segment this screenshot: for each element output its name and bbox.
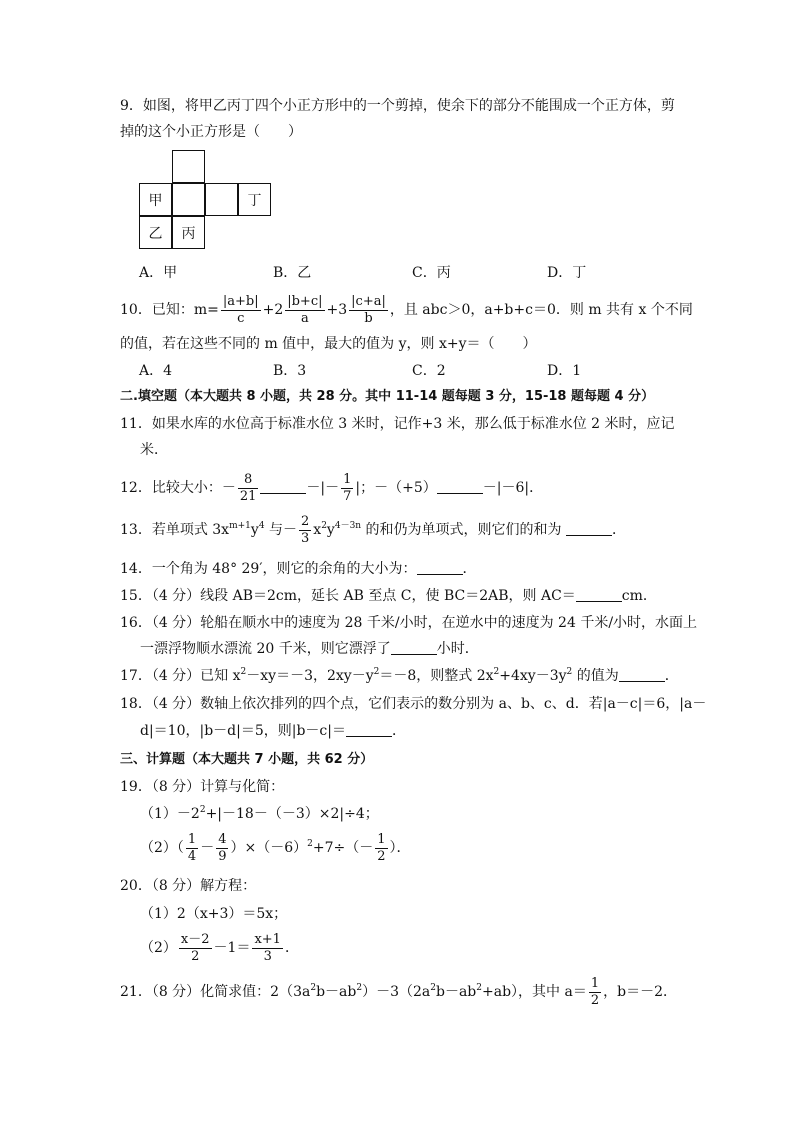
- q18-line2: d|＝10，|b－d|＝5，则|b－c|＝ ．: [140, 723, 406, 739]
- q13-line: 13．若单项式 $3x^{m+1}y^4$ 与－ $\frac{2}{3}$ $x^2y^{4-3n}$ 的和仍为单项式，则它们的和为 ．: [120, 513, 626, 546]
- q15-line: 15．（4 分）线段 AB＝2cm，延长 AB 至点 C，使 BC＝2AB，则 AC＝ cm．: [120, 588, 657, 604]
- net-cell-ding: 丁: [238, 183, 271, 216]
- q20-part1: （1）2（x+3）＝5x；: [140, 906, 288, 922]
- q14-line: 14．一个角为 48° 29′，则它的余角的大小为： ．: [120, 561, 477, 577]
- q10-option-a: A．4: [139, 363, 173, 379]
- section-calculation-heading: 三、计算题（本大题共 7 小题，共 62 分）: [120, 752, 374, 767]
- q16-blank[interactable]: [391, 640, 437, 655]
- section-fill-in-heading: 二.填空题（本大题共 8 小题，共 28 分。其中 11-14 题每题 3 分，15-18 题每题 4 分）: [120, 389, 655, 404]
- q17-line: 17．（4 分）已知 $x^2-xy=-3$，$2xy-y^2=-8$，则整式 $2x^2+4xy-3y^2$ 的值为 ．: [120, 667, 679, 684]
- q18-blank[interactable]: [346, 722, 392, 737]
- q12-blank-1[interactable]: [260, 479, 306, 494]
- q9-stem-line2: 掉的这个小正方形是（ ）: [120, 124, 302, 140]
- q10-option-c: C．2: [412, 363, 446, 379]
- q16-line1: 16．（4 分）轮船在顺水中的速度为 28 千米/小时，在逆水中的速度为 24 千米/小时，水面上: [120, 615, 698, 631]
- net-cell-yi: 乙: [139, 216, 172, 249]
- q20-part2: （2） $\frac{x-2}{2}$ －1＝ $\frac{x+1}{3}$ ．: [140, 931, 299, 964]
- q16-line2: 一漂浮物顺水漂流 20 千米，则它漂浮了 小时．: [140, 641, 479, 657]
- q12-blank-2[interactable]: [437, 479, 483, 494]
- q11-line2: 米．: [140, 442, 168, 458]
- cube-net-figure: [139, 150, 279, 260]
- q18-line1: 18．（4 分）数轴上依次排列的四个点，它们表示的数分别为 a、b、c、d．若|a－c|＝6，|a－: [120, 696, 707, 712]
- q10-option-b: B．3: [273, 363, 307, 379]
- net-cell-top: [172, 150, 205, 183]
- q17-blank[interactable]: [619, 667, 665, 682]
- q9-option-c: C．丙: [412, 265, 451, 281]
- q9-option-a: A．甲: [139, 265, 178, 281]
- q13-blank[interactable]: [566, 521, 612, 536]
- q14-blank[interactable]: [417, 560, 463, 575]
- net-cell-bing: 丙: [172, 216, 205, 249]
- net-cell-center: [172, 183, 205, 216]
- q11-line1: 11．如果水库的水位高于标准水位 3 米时，记作+3 米，那么低于标准水位 2 米时，应记: [120, 416, 675, 432]
- net-cell-right: [205, 183, 238, 216]
- q9-option-d: D．丁: [547, 265, 587, 281]
- q10-option-d: D．1: [547, 363, 582, 379]
- q20-lead: 20．（8 分）解方程：: [120, 878, 257, 894]
- q19-lead: 19．（8 分）计算与化简：: [120, 779, 285, 795]
- q9-stem-line1: 9．如图，将甲乙丙丁四个小正方形中的一个剪掉，使余下的部分不能围成一个正方体，剪: [120, 98, 675, 114]
- q15-blank[interactable]: [576, 587, 622, 602]
- q19-part2: （2）（ $\frac{1}{4}$ － $\frac{4}{9}$ ）$\times(-6)^2+7\div(-$ $\frac{1}{2}$ ）．: [140, 831, 411, 864]
- q9-option-b: B．乙: [273, 265, 312, 281]
- net-cell-jia: 甲: [139, 183, 172, 216]
- q10-stem-line2: 的值，若在这些不同的 m 值中，最大的值为 y，则 x+y＝（ ）: [120, 336, 537, 352]
- q21-line: 21．（8 分）化简求值：$2(3a^2b-ab^2)-3(2a^2b-ab^2+ab)$，其中 a＝ $\frac{1}{2}$ ，b＝－2．: [120, 975, 678, 1008]
- q10-stem-line1: 10．已知：m= $\frac{|a+b|}{c}$ +2 $\frac{|b+c|}{a}$ +3 $\frac{|c+a|}{b}$ ，且 abc＞0，a+b+c＝0．则 m 共有 x 个不同: [120, 293, 693, 326]
- q19-part1: $(1)-2^2+|-18-(-3)\times 2|\div 4$；: [140, 805, 379, 822]
- q12-line: 12．比较大小：－ $\frac{8}{21}$ －|－ $\frac{1}{7}$ |；－（+5） －|－6|．: [120, 471, 544, 504]
